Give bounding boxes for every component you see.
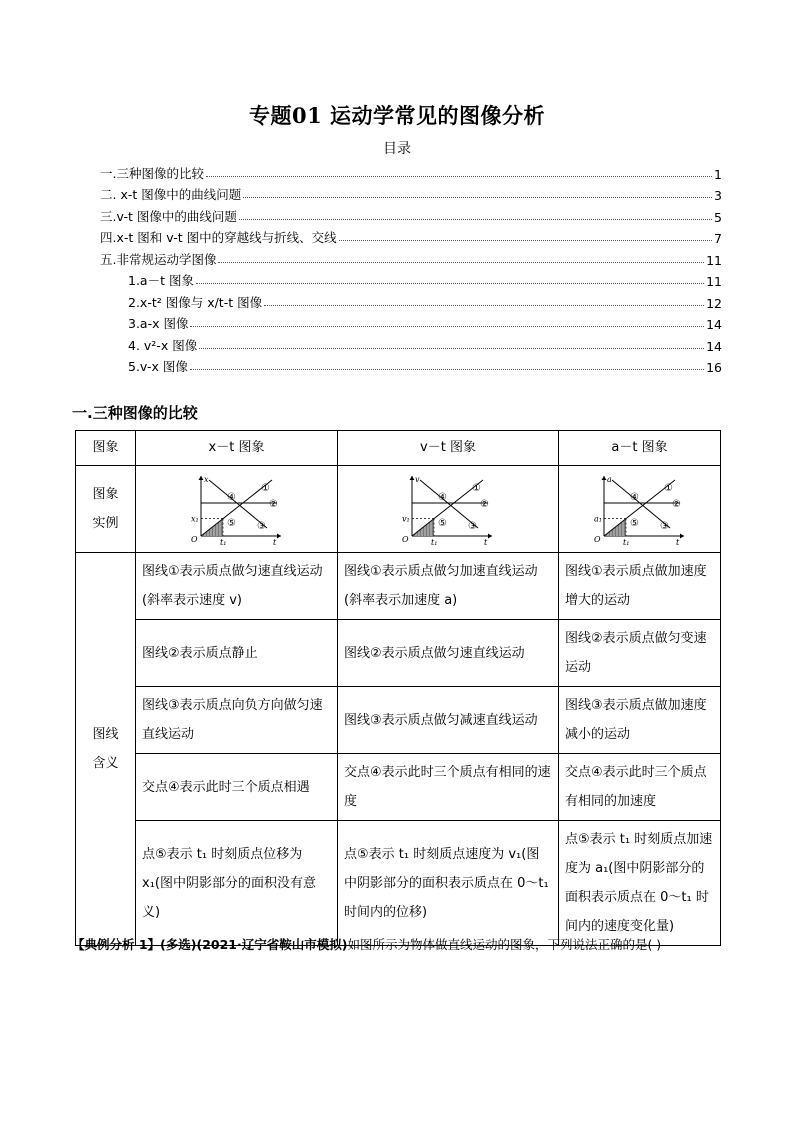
toc-entry[interactable] <box>100 311 722 333</box>
toc-leader <box>264 305 704 306</box>
table-row <box>76 620 721 687</box>
y-axis-arrow <box>198 476 203 480</box>
circled-label-2: ② <box>480 499 489 510</box>
toc-leader <box>190 326 704 327</box>
toc-entry[interactable] <box>100 289 722 311</box>
table-cell: 图线②表示质点做匀速直线运动 <box>338 620 559 687</box>
at-graph <box>590 470 690 548</box>
toc-entry-page: 1 <box>714 166 722 182</box>
graph-cell <box>338 466 559 553</box>
toc-entry[interactable] <box>100 332 722 354</box>
toc-entry-label: 二. x-t 图像中的曲线问题 <box>100 187 242 202</box>
toc-entry-page: 7 <box>714 231 722 246</box>
toc-entry-label: 5.v-x 图像 <box>128 359 188 374</box>
circled-label-3: ③ <box>256 521 266 532</box>
toc-entry[interactable] <box>100 268 722 290</box>
toc-entry[interactable] <box>100 203 722 225</box>
axis-label-y: v <box>415 475 420 484</box>
toc-leader <box>218 262 704 263</box>
toc-entry-label: 一.三种图像的比较 <box>100 165 204 181</box>
toc-entry-label: 四.x-t 图和 v-t 图中的穿越线与折线、交线 <box>100 230 337 245</box>
axis-label-x: t <box>675 538 679 547</box>
toc-entry-page: 14 <box>706 317 722 332</box>
toc-entry[interactable] <box>100 160 722 182</box>
mark-label-y: a₁ <box>593 514 602 524</box>
table-row <box>76 553 721 620</box>
example-tag: 【典例分析 1】(多选)(2021·辽宁省鞍山市模拟) <box>72 937 348 952</box>
table-cell: 点⑤表示 t₁ 时刻质点速度为 v₁(图中阴影部分的面积表示质点在 0～t₁ 时间内的位移) <box>338 821 559 946</box>
table-row <box>76 821 721 946</box>
circled-label-2: ② <box>268 499 278 510</box>
toc-leader <box>190 369 704 370</box>
toc-leader <box>206 176 712 177</box>
example-text: 如图所示为物体做直线运动的图象，下列说法正确的是( ) <box>347 937 662 952</box>
toc-entry-label: 2.x-t² 图像与 x/t-t 图像 <box>128 294 263 310</box>
section-heading: 一.三种图像的比较 <box>72 404 198 422</box>
row-label-meaning: 图线 含义 <box>76 553 136 946</box>
toc-entry-page: 5 <box>714 209 722 225</box>
circled-label-3: ③ <box>468 521 477 532</box>
toc-leader <box>339 240 712 241</box>
axis-label-y: a <box>606 475 612 484</box>
graph-row <box>76 466 721 553</box>
toc-entry-page: 11 <box>706 252 722 268</box>
x-axis-arrow <box>277 534 281 539</box>
table-row <box>76 754 721 821</box>
mark-label-t: t₁ <box>431 538 438 547</box>
xt-graph <box>187 470 287 548</box>
table-cell: 图线③表示质点做匀减速直线运动 <box>338 687 559 754</box>
table-cell: 图线③表示质点向负方向做匀速直线运动 <box>136 687 338 754</box>
toc-entry[interactable] <box>100 182 722 204</box>
mark-label-y: v₁ <box>402 514 410 524</box>
y-axis-arrow <box>601 476 606 480</box>
toc-leader <box>243 197 712 198</box>
toc-entry-page: 3 <box>714 188 722 203</box>
graph-cell <box>559 466 721 553</box>
page-title: 专题01 运动学常见的图像分析 <box>248 103 546 128</box>
circled-label-1: ① <box>260 483 270 494</box>
circled-label-5: ⑤ <box>226 518 236 529</box>
circled-label-4: ④ <box>629 492 639 503</box>
toc-entry-label: 4. v²-x 图像 <box>128 337 198 353</box>
row-label-graph: 图象 实例 <box>76 466 136 553</box>
table-cell: 图线①表示质点做加速度增大的运动 <box>559 553 721 620</box>
mark-label-t: t₁ <box>219 538 226 547</box>
toc-entry[interactable] <box>100 225 722 247</box>
toc-entry-label: 三.v-t 图像中的曲线问题 <box>100 208 237 224</box>
header-cell: x－t 图象 <box>136 431 338 466</box>
table-cell: 点⑤表示 t₁ 时刻质点加速度为 a₁(图中阴影部分的面积表示质点在 0～t₁ 时间内的速度变化量) <box>559 821 721 946</box>
graph-cell <box>136 466 338 553</box>
y-axis-arrow <box>410 476 415 480</box>
toc-entry-label: 3.a-x 图像 <box>128 316 189 331</box>
toc-leader <box>199 348 704 349</box>
table-row <box>76 687 721 754</box>
vt-graph <box>398 470 498 548</box>
toc-entry-label: 1.a－t 图象 <box>128 273 194 288</box>
toc-heading: 目录 <box>383 141 411 157</box>
table-cell: 图线②表示质点做匀变速运动 <box>559 620 721 687</box>
toc-entry-page: 12 <box>706 295 722 311</box>
origin-label: O <box>593 535 601 544</box>
x-axis-arrow <box>488 534 492 539</box>
header-cell: v－t 图象 <box>338 431 559 466</box>
toc-leader <box>196 283 704 284</box>
example-line <box>72 935 661 953</box>
toc-entry[interactable] <box>100 246 722 268</box>
circled-label-1: ① <box>663 483 673 494</box>
circled-label-1: ① <box>472 483 481 494</box>
circled-label-4: ④ <box>438 492 447 503</box>
circled-label-5: ⑤ <box>438 518 447 529</box>
table-cell: 图线②表示质点静止 <box>136 620 338 687</box>
toc-entry-label: 五.非常规运动学图像 <box>100 251 217 267</box>
header-cell: a－t 图象 <box>559 431 721 466</box>
toc-entry-page: 16 <box>706 360 722 375</box>
axis-label-x: t <box>272 538 276 547</box>
header-cell: 图象 <box>76 431 136 466</box>
toc-entry-page: 11 <box>706 274 722 289</box>
toc-leader <box>239 219 712 220</box>
table-cell: 图线①表示质点做匀加速直线运动(斜率表示加速度 a) <box>338 553 559 620</box>
table-of-contents <box>100 160 722 375</box>
table-cell: 交点④表示此时三个质点有相同的速度 <box>338 754 559 821</box>
circled-label-2: ② <box>671 499 681 510</box>
mark-label-y: x₁ <box>190 514 199 524</box>
table-cell: 图线①表示质点做匀速直线运动(斜率表示速度 v) <box>136 553 338 620</box>
toc-entry[interactable] <box>100 354 722 376</box>
axis-label-x: t <box>484 538 488 547</box>
circled-label-4: ④ <box>226 492 236 503</box>
axis-label-y: x <box>203 475 209 484</box>
origin-label: O <box>402 535 409 544</box>
comparison-table <box>75 430 721 946</box>
mark-label-t: t₁ <box>622 538 629 547</box>
circled-label-3: ③ <box>659 521 669 532</box>
x-axis-arrow <box>680 534 684 539</box>
circled-label-5: ⑤ <box>629 518 639 529</box>
origin-label: O <box>190 535 198 544</box>
table-cell: 交点④表示此时三个质点相遇 <box>136 754 338 821</box>
table-cell: 点⑤表示 t₁ 时刻质点位移为 x₁(图中阴影部分的面积没有意义) <box>136 821 338 946</box>
table-header-row <box>76 431 721 466</box>
toc-entry-page: 14 <box>706 338 722 354</box>
table-cell: 图线③表示质点做加速度减小的运动 <box>559 687 721 754</box>
table-cell: 交点④表示此时三个质点有相同的加速度 <box>559 754 721 821</box>
